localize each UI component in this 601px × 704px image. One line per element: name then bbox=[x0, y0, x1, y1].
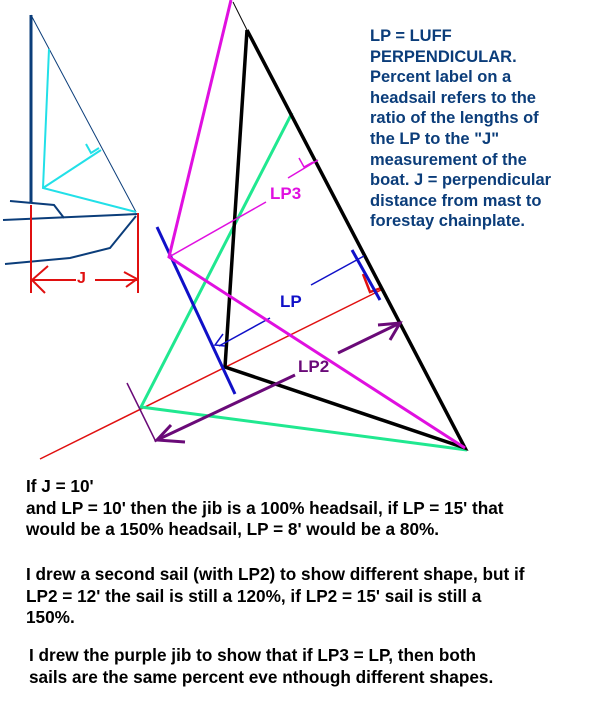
lp3-label: LP3 bbox=[270, 184, 302, 203]
inset-hull bbox=[5, 216, 136, 264]
paragraph-line: I drew the purple jib to show that if LP3 = LP, then both bbox=[29, 645, 477, 665]
lp3-line-upper bbox=[288, 160, 318, 178]
lp2-label: LP2 bbox=[298, 357, 330, 376]
explanation-line: distance from mast to bbox=[370, 191, 542, 210]
j-label: J bbox=[77, 270, 86, 287]
explanation-line: LP = LUFF bbox=[370, 27, 452, 45]
lp-label: LP bbox=[280, 292, 302, 311]
paragraph-line: 150%. bbox=[26, 607, 75, 627]
paragraph-line: sails are the same percent eve nthough different shapes. bbox=[29, 666, 494, 687]
foot-reference-line bbox=[40, 290, 381, 459]
boat-inset bbox=[3, 15, 138, 293]
lp2-arrow-lower bbox=[157, 375, 295, 440]
inset-deck bbox=[3, 214, 138, 220]
inset-cabin bbox=[10, 201, 64, 218]
explanation-line: Percent label on a bbox=[370, 68, 512, 87]
paragraph-line: would be a 150% headsail, LP = 8' would be a 80%. bbox=[26, 519, 440, 539]
explanation-line: ratio of the lengths of bbox=[370, 109, 539, 128]
paragraph-line: and LP = 10' then the jib is a 100% headsail, if LP = 15' that bbox=[26, 497, 504, 518]
paragraph-purple-jib bbox=[29, 645, 493, 688]
lp2-tick bbox=[127, 383, 156, 442]
explanation-line: measurement of the bbox=[370, 150, 527, 169]
explanation-line: headsail refers to the bbox=[370, 88, 536, 107]
main-jib-head-thin bbox=[233, 2, 247, 30]
paragraph-line: I drew a second sail (with LP2) to show different shape, but if bbox=[26, 564, 525, 584]
explanation-line: the LP to the "J" bbox=[370, 129, 500, 148]
explanation-line: boat. J = perpendicular bbox=[370, 171, 552, 190]
inset-sail bbox=[43, 49, 136, 212]
explanation-line: forestay chainplate. bbox=[370, 212, 525, 231]
paragraph-line: If J = 10' bbox=[26, 476, 94, 496]
explanation-line: PERPENDICULAR. bbox=[370, 47, 517, 66]
inset-lp-line bbox=[43, 150, 101, 188]
paragraph-line: LP2 = 12' the sail is still a 120%, if LP2 = 15' sail is still a bbox=[26, 585, 482, 606]
lp3-line-lower bbox=[169, 202, 266, 257]
paragraph-percent-example bbox=[26, 476, 504, 541]
paragraph-second-sail bbox=[26, 564, 525, 629]
lp3-right-angle bbox=[299, 158, 313, 167]
lp-dimension-upper bbox=[311, 256, 364, 285]
lp-explanation bbox=[370, 26, 600, 232]
